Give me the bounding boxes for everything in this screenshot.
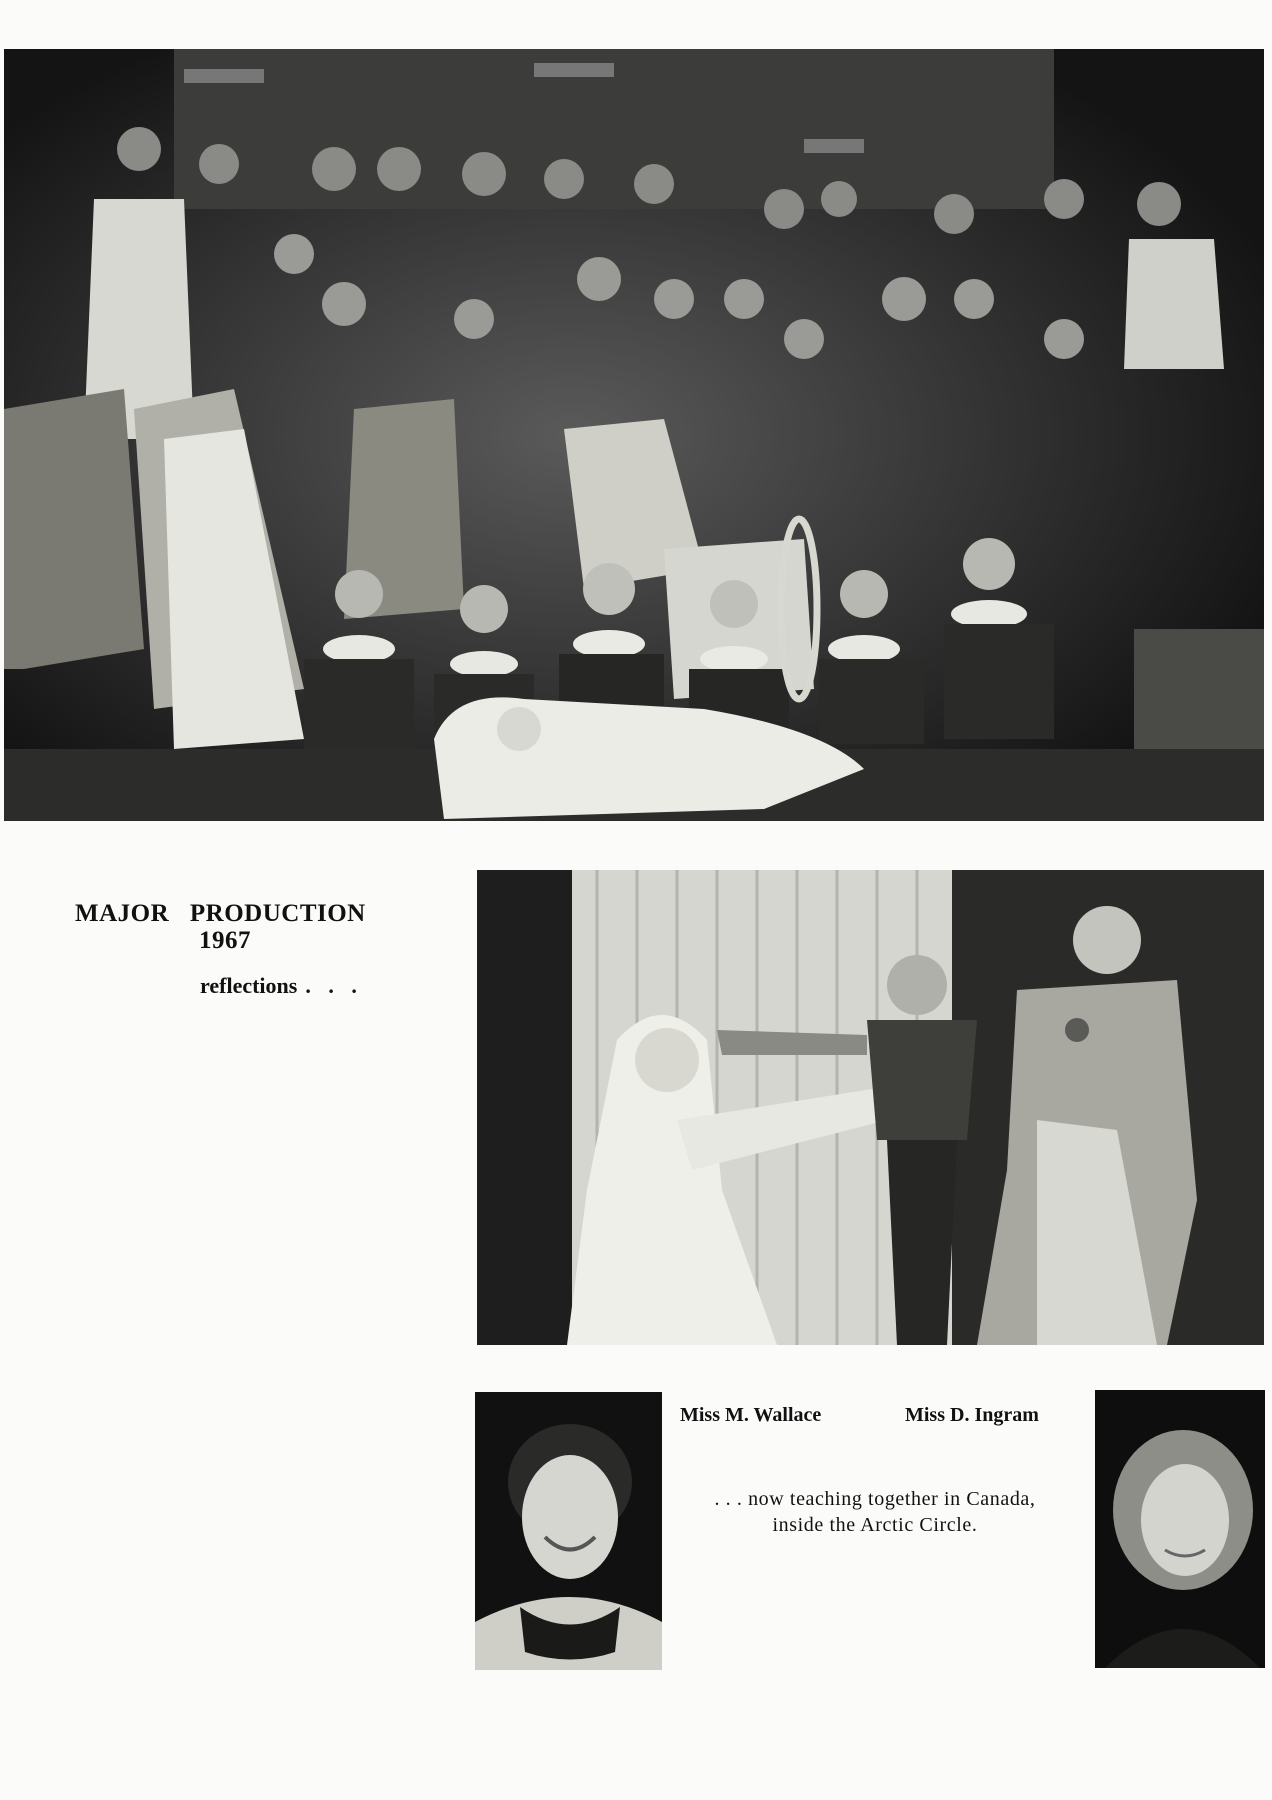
production-title: MAJOR PRODUCTION (75, 900, 366, 927)
ingram-name-label: Miss D. Ingram (905, 1404, 1039, 1426)
reflections-subtitle (200, 973, 363, 999)
subtitle-text: reflections (200, 973, 298, 998)
cast-group-photo (4, 49, 1264, 821)
production-year: 1967 (199, 927, 251, 954)
teachers-caption: . . . now teaching together in Canada, inside the Arctic Circle. (714, 1488, 1036, 1536)
wallace-name-label: Miss M. Wallace (680, 1404, 822, 1426)
ingram-portrait (1095, 1390, 1265, 1668)
wallace-portrait (475, 1392, 662, 1670)
subtitle-ellipsis: . . . (305, 973, 363, 998)
stage-scene-photo (477, 870, 1264, 1345)
